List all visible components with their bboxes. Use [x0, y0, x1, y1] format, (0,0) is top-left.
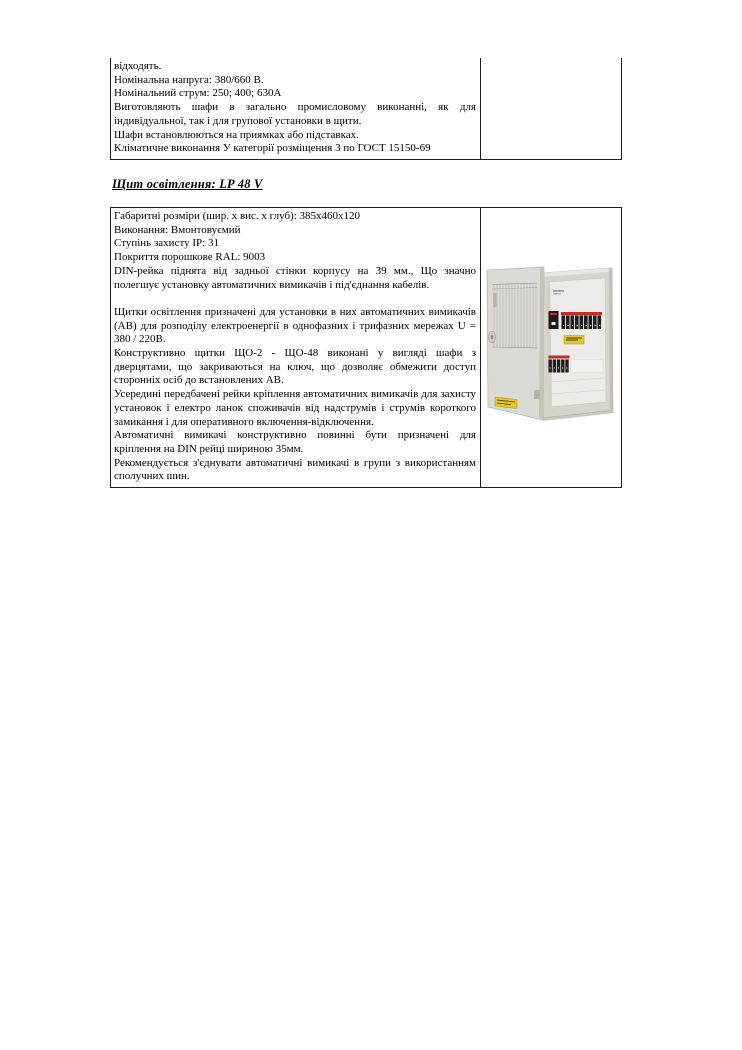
- lighting-panel-cabinet-photo: [485, 260, 617, 430]
- paragraph: Автоматичні вимикачі конструктивно повинні бути призначені для кріплення на DIN рейці шириною 35мм.: [114, 429, 476, 455]
- paragraph: DIN-рейка піднята від задньої стінки корпусу на 39 мм., Що значно полегшує установку автоматичних вимикачів і під'єднання кабелів.: [114, 264, 476, 291]
- paragraph: Кліматичне виконання У категорії розміщення 3 по ГОСТ 15150-69: [114, 142, 431, 155]
- paragraph: Габаритні розміри (шир. х вис. х глуб): 385х460х120: [114, 210, 361, 222]
- paragraph: Покриття порошкове RAL: 9003: [114, 251, 266, 264]
- paragraph: Конструктивно щитки ЩО-2 - ЩО-48 виконані у вигляді шафи з дверцятами, що закриваються на ключ, що дозволяє обмежити доступ сторонніх осіб до встановлених АВ.: [114, 347, 476, 387]
- paragraph: Рекомендується з'єднувати автоматичні вимикачі в групи з використанням сполучних шин.: [114, 456, 476, 483]
- product-description-cell: [111, 208, 481, 488]
- spec-text-cell: [111, 58, 481, 159]
- paragraph: Виготовляють шафи в загально промисловому виконанні, як для індивідуальної, так і для групової установки в щити.: [114, 101, 476, 127]
- section-heading: Щит освітлення: LP 48 V: [112, 177, 263, 191]
- empty-photo-cell: [481, 58, 622, 159]
- paragraph: Виконання: Вмонтовуємий: [114, 223, 241, 236]
- paragraph: Усередині передбачені рейки кріплення автоматичних вимикачів для захисту установок і електро ланок споживачів від надструмів і струмів короткого замикання і для оперативного включення-відключення.: [114, 388, 476, 428]
- product-photo-cell: [481, 208, 622, 488]
- paragraph: Щитки освітлення призначені для установки в них автоматичних вимикачів (АВ) для розподілу електроенергії в однофазних і трифазних мережах U = 380 / 220В.: [114, 305, 476, 346]
- paragraph: Шафи встановлюються на приямках або підставках.: [114, 128, 359, 141]
- product-spec-table: [110, 207, 622, 488]
- blank-line: [114, 292, 476, 306]
- paragraph: Номінальна напруга: 380/660 В.: [114, 73, 264, 86]
- paragraph: Номінальний струм: 250; 400; 630А: [114, 87, 282, 100]
- paragraph: відходять.: [114, 60, 162, 72]
- continuation-spec-table: [110, 58, 622, 160]
- paragraph: Ступінь захисту IP: 31: [114, 237, 219, 250]
